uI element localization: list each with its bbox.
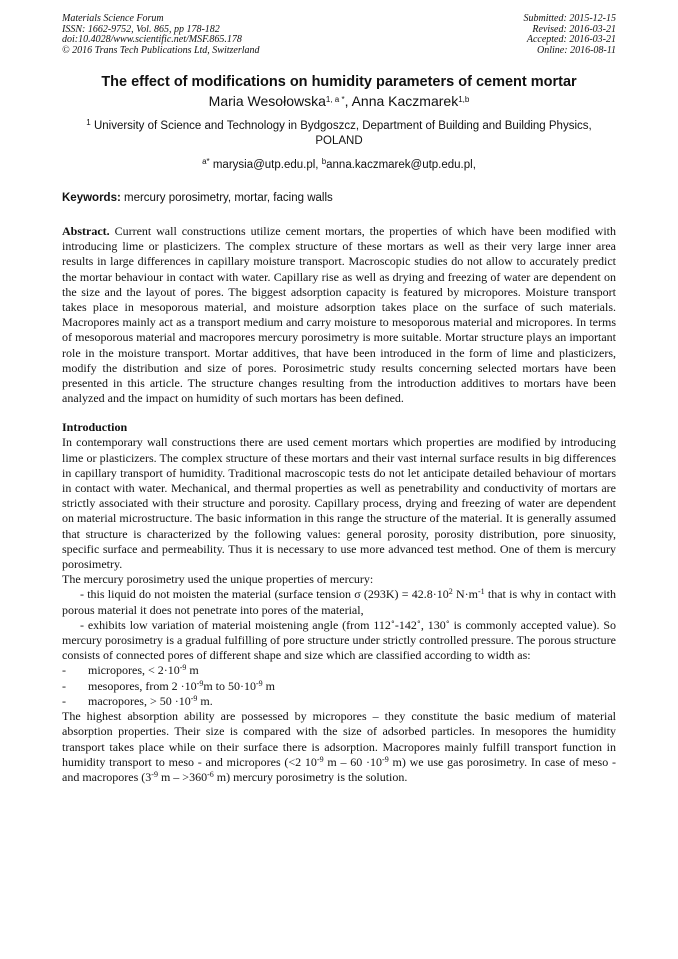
doi: doi:10.4028/www.scientific.net/MSF.865.178 <box>62 34 242 45</box>
journal-name: Materials Science Forum <box>62 13 164 24</box>
list-dash: - <box>62 693 66 708</box>
p3-text-c: that is why in contact with porous material it does not penetrate into pores of the material, <box>62 587 617 617</box>
author-2-affiliation: 1,b <box>458 95 470 104</box>
abstract-label: Abstract. <box>62 224 110 238</box>
p3-sup-1: 2 <box>448 587 453 597</box>
intro-paragraph-2: The mercury porosimetry used the unique properties of mercury: <box>62 572 374 587</box>
paper-page <box>62 14 616 785</box>
p5-sup-1: -9 <box>316 754 324 764</box>
li-text-a: macropores, > 50 ·10 <box>88 693 191 708</box>
li-text-b: m <box>186 663 199 678</box>
list-item-text <box>88 694 213 709</box>
list-dash: - <box>62 678 66 693</box>
li-sup-2: -9 <box>256 678 263 688</box>
author-1: Maria Wesołowska <box>208 93 326 109</box>
li-text-a: mesopores, from 2 ·10 <box>88 678 197 693</box>
author-emails <box>62 158 616 172</box>
author-2: Anna Kaczmarek <box>351 93 459 109</box>
keywords-text: mercury porosimetry, mortar, facing walls <box>120 192 333 204</box>
p5-text-b: m – 60 ·10 <box>323 754 383 769</box>
submitted-date: Submitted: 2015-12-15 <box>523 13 616 24</box>
introduction-heading: Introduction <box>62 420 128 435</box>
keywords <box>62 191 616 205</box>
li-sup: -9 <box>196 678 204 688</box>
accepted-date: Accepted: 2016-03-21 <box>526 34 616 45</box>
online-date: Online: 2016-08-11 <box>537 44 616 56</box>
p5-text-a: The highest absorption ability are possessed by micropores – they constitute the basic medium of material absorption properties. Their size is compared with the size of adsorbed particles. In mesopores the humidity transport takes place while on their surface there is adsorption. Macropores mainly fulfill transport function in humidity transport to meso - and micropores (<2 10 <box>62 709 616 769</box>
p5-text-e: m) mercury porosimetry is the solution. <box>213 769 408 784</box>
p5-sup-4: -6 <box>207 769 214 779</box>
affiliation <box>62 119 616 148</box>
list-item-text <box>88 663 199 678</box>
paper-title: The effect of modifications on humidity parameters of cement mortar <box>101 74 577 90</box>
copyright: © 2016 Trans Tech Publications Ltd, Switzerland <box>62 44 260 56</box>
intro-paragraph-5 <box>62 709 616 785</box>
issn: ISSN: 1662-9752, Vol. 865, pp 178-182 <box>62 23 220 35</box>
li-text-c: m <box>262 678 276 693</box>
list-item <box>62 694 616 709</box>
list-dash: - <box>62 663 66 678</box>
affiliation-number: 1 <box>86 118 91 127</box>
p3-sup-2: -1 <box>478 587 485 597</box>
p5-sup-3: -9 <box>151 769 158 779</box>
email-a-marker: a* <box>202 157 210 166</box>
author-list <box>62 93 616 110</box>
p5-text-d: m – >360 <box>157 769 208 784</box>
li-sup: -9 <box>190 693 198 703</box>
email-a: marysia@utp.edu.pl, <box>209 159 322 171</box>
author-separator: , <box>344 93 352 109</box>
intro-paragraph-4: - exhibits low variation of material moistening angle (from 112˚-142˚, 130˚ is commonly accepted value). So mercury porosimetry is a gradual fulfilling of pore structure under strictly controlled pressure. The porous structure consists of connected pores of different shape and size which are classified according to width as: <box>62 617 616 663</box>
keywords-label: Keywords: <box>62 192 121 204</box>
p3-text-b: N·m <box>452 587 478 602</box>
abstract <box>62 224 616 406</box>
list-item-text <box>88 679 275 694</box>
p5-text-c: m) we use gas porosimetry. In case of meso - and macropores (3 <box>62 754 616 784</box>
intro-paragraph-1: In contemporary wall constructions there are used cement mortars which properties are modified by introducing lime or plasticizers. The complex structure of these mortars and their vast internal surface results in big differences in capillary transport of humidity. Traditional macroscopic tests do not let anticipate detailed behaviour of mortars in contact with water. Mechanical, and thermal properties as well as penetrability and conductivity of mortars are strictly associated with their structure and porosity. Capillary process, drying and freezing of water are dependent on material microstructure. The basic information in this range the structure of the material. It is generally assumed that structure is characterized by the following values: general porosity, porosity distribution, pore sinuosity, specific surface and permeability. Thus it is necessary to use more advanced test method. One of them is mercury porosimetry. <box>62 435 616 572</box>
li-text-b: m. <box>197 693 213 708</box>
journal-info <box>62 14 260 56</box>
author-1-affiliation: 1, a * <box>325 95 345 104</box>
affiliation-text: University of Science and Technology in Bydgoszcz, Department of Building and Building Physics, POLAND <box>90 120 592 147</box>
abstract-text: Current wall constructions utilize cement mortars, the properties of which have been modified with introducing lime or plasticizers. The complex structure of these mortars as well as their very large inner area results in large differences in capillary moisture transport. Macroscopic studies do not allow to accurately predict the mortar behaviour in contact with water. Capillary rise as well as drying and freezing of water are dependent on the size and the layout of pores. The biggest adsorption capacity is featured by micropores. Moisture transport takes place in mesoporous material, and moisture adsorption takes place on the surface of such materials. Macropores mainly act as a transport medium and carry moisture to mesoporous material and micropores. In terms of mesoporous material and macropores mercury porosimetry is more suitable. Mortar structure plays an important role in the moisture transport. Mortar additives, that have been introduced in the form of lime and plasticizers, modify the distribution and size of pores. Porosimetric study results concerning selected mortars have been presented in this article. The structure changes resulting from the introduction additives to mortars have been analyzed and the impact on humidity of such mortars has been defined. <box>62 224 616 406</box>
email-b: anna.kaczmarek@utp.edu.pl, <box>326 159 476 171</box>
p3-text-a: - this liquid do not moisten the material (surface tension σ (293K) = 42.8·10 <box>80 587 449 602</box>
list-item <box>62 663 616 678</box>
intro-paragraph-3 <box>62 587 616 617</box>
introduction-body <box>62 435 616 785</box>
li-sup: -9 <box>179 663 187 673</box>
running-header <box>62 14 616 56</box>
li-text-a: micropores, < 2·10 <box>88 663 180 678</box>
publication-dates <box>524 14 617 56</box>
p5-sup-2: -9 <box>382 754 389 764</box>
email-b-marker: b <box>321 157 327 166</box>
li-text-b: m to 50·10 <box>203 678 256 693</box>
list-item <box>62 679 616 694</box>
revised-date: Revised: 2016-03-21 <box>532 23 616 35</box>
